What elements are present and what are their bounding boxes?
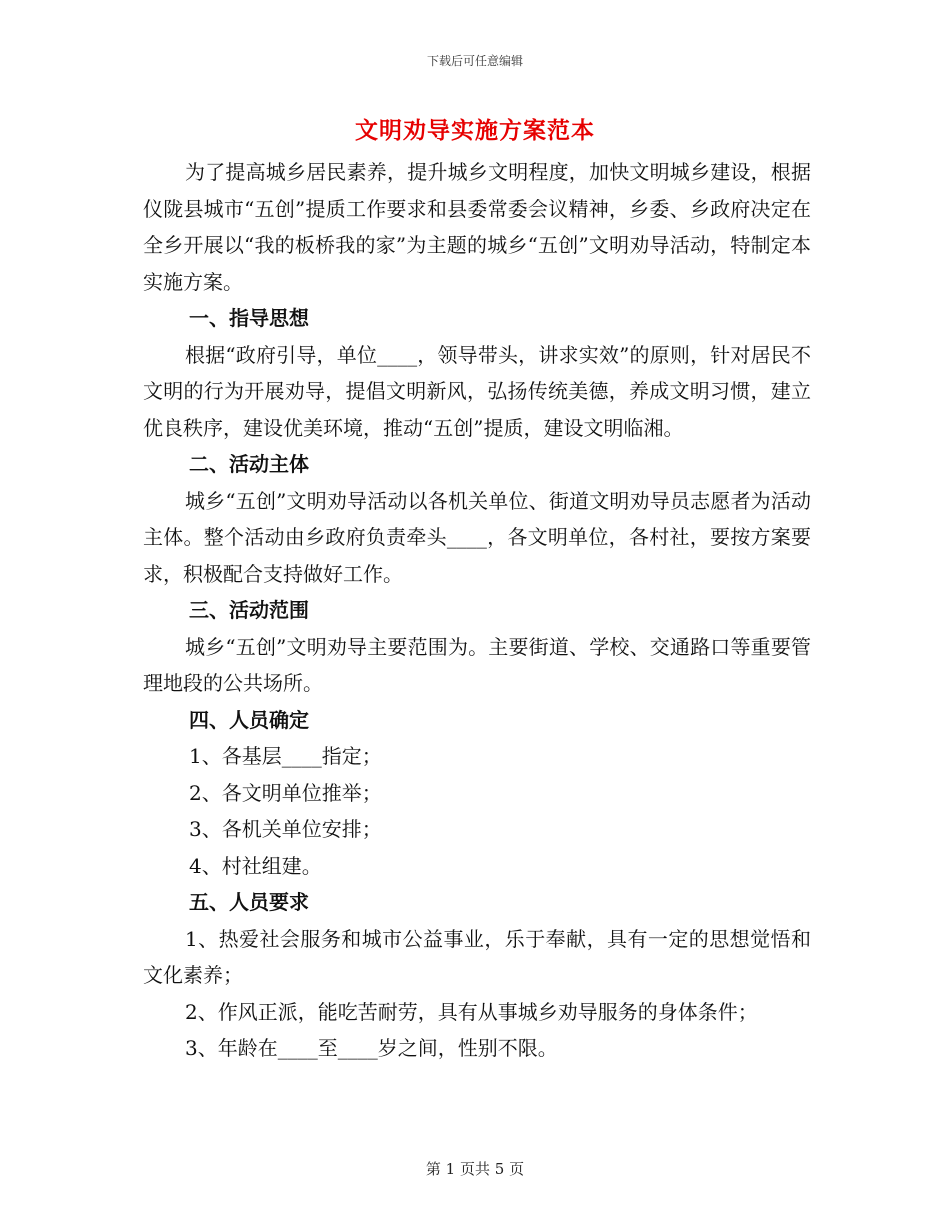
- requirement-paragraph: 2、作风正派，能吃苦耐劳，具有从事城乡劝导服务的身体条件；: [185, 999, 758, 1024]
- section-body-activity-subject: 城乡“五创”文明劝导活动以各机关单位、街道文明劝导员志愿者为活动主体。整个活动由乡政府负责牵头____，各文明单位，各村社，要按方案要求，积极配合支持做好工作。: [143, 488, 811, 586]
- section-body-guiding-ideology: 根据“政府引导，单位____，领导带头，讲求实效”的原则，针对居民不文明的行为开展劝导，提倡文明新风，弘扬传统美德，养成文明习惯，建立优良秩序，建设优美环境，推动“五创”提质，建设文明临湘。: [143, 342, 811, 440]
- section-heading-personnel-determination: 四、人员确定: [189, 707, 309, 732]
- list-item: 1、各基层____指定；: [189, 744, 382, 768]
- section-heading-activity-subject: 二、活动主体: [189, 452, 309, 476]
- list-item: 4、村社组建。: [189, 853, 322, 878]
- section-heading-guiding-ideology: 一、指导思想: [189, 306, 309, 330]
- page-number-footer: 第 1 页共 5 页: [425, 1160, 525, 1178]
- section-heading-personnel-requirements: 五、人员要求: [189, 890, 309, 914]
- section-body-activity-scope: 城乡“五创”文明劝导主要范围为。主要街道、学校、交通路口等重要管理地段的公共场所。: [143, 634, 811, 695]
- document-body: [143, 154, 811, 1067]
- document-title: 文明劝导实施方案范本: [355, 117, 595, 144]
- section-heading-activity-scope: 三、活动范围: [189, 598, 309, 622]
- requirement-paragraph: 3、年龄在____至____岁之间，性别不限。: [185, 1036, 558, 1060]
- list-item: 3、各机关单位安排；: [189, 817, 382, 841]
- list-item: 2、各文明单位推举；: [189, 780, 382, 805]
- header-note: 下载后可任意编辑: [426, 54, 523, 68]
- requirement-paragraph: 1、热爱社会服务和城市公益事业，乐于奉献，具有一定的思想觉悟和文化素养；: [143, 926, 811, 987]
- intro-paragraph: 为了提高城乡居民素养，提升城乡文明程度，加快文明城乡建设，根据仪陇县城市“五创”提质工作要求和县委常委会议精神，乡委、乡政府决定在全乡开展以“我的板桥我的家”为主题的城乡“五创”文明劝导活动，特制定本实施方案。: [143, 160, 811, 294]
